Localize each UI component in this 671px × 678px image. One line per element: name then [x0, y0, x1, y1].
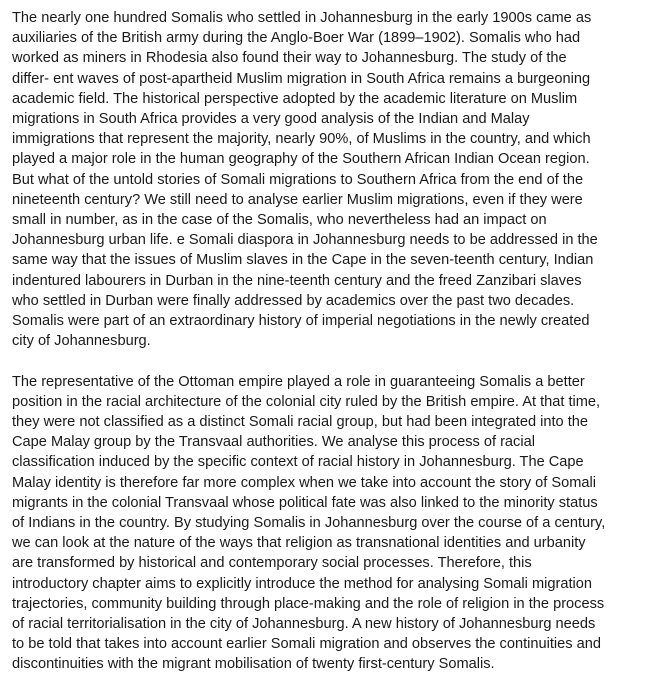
text-line: we can look at the nature of the ways that religion as transnational identities and urbanity [12, 535, 586, 552]
text-line: they were not classified as a distinct Somali racial group, but had been integrated into the [12, 414, 588, 431]
text-line: The representative of the Ottoman empire played a role in guaranteeing Somalis a better [12, 373, 585, 390]
text-line: nineteenth century? We still need to analyse earlier Muslim migrations, even if they were [12, 191, 583, 208]
text-line: who settled in Durban were finally addressed by academics over the past two decades. [12, 292, 575, 309]
text-line: Somalis were part of an extraordinary history of imperial negotiations in the newly created [12, 313, 590, 330]
text-line: The nearly one hundred Somalis who settled in Johannesburg in the early 1900s came as [12, 10, 592, 26]
text-line: introductory chapter aims to explicitly introduce the method for analysing Somali migration [12, 575, 592, 592]
text-line: are transformed by historical and contemporary social processes. Therefore, this [12, 555, 532, 572]
text-line: small in number, as in the case of the Somalis, who nevertheless had an impact on [12, 212, 547, 229]
text-line: Malay identity is therefore far more complex when we take into account the story of Somali [12, 474, 597, 491]
text-line: of Indians in the country. By studying Somalis in Johannesburg over the course of a century, [12, 515, 606, 532]
text-line: immigrations that represent the majority, nearly 90%, of Muslims in the country, and which [12, 131, 591, 148]
text-line: academic field. The historical perspective adopted by the academic literature on Muslim [12, 90, 578, 107]
text-line: position in the racial architecture of the colonial city ruled by the British empire. At that time, [12, 393, 601, 410]
text-line: to be told that takes into account earlier Somali migration and observes the continuities and [12, 636, 601, 653]
text-line: classification induced by the specific context of racial history in Johannesburg. The Cape [12, 454, 584, 471]
text-line: auxiliaries of the British army during the Anglo-Boer War (1899–1902). Somalis who had [12, 30, 581, 47]
text-line: trajectories, community building through place-making and the role of religion in the process [12, 595, 605, 612]
text-line: Cape Malay group by the Transvaal authorities. We analyse this process of racial [12, 434, 535, 451]
text-line: worked as miners in Rhodesia also found their way to Johannesburg. The study of the [12, 50, 567, 67]
text-line: same way that the issues of Muslim slaves in the Cape in the seven-teenth century, Indian [12, 252, 594, 269]
text-line: migrants in the colonial Transvaal whose political fate was also linked to the minority status [12, 494, 598, 511]
text-line: But what of the untold stories of Somali migrations to Southern Africa from the end of the [12, 171, 584, 188]
paragraph-1 [12, 8, 661, 351]
text-line: migrations in South Africa provides a very good analysis of the Indian and Malay [12, 111, 530, 128]
text-line: differ- ent waves of post-apartheid Muslim migration in South Africa remains a burgeoning [12, 70, 591, 87]
text-line: indentured labourers in Durban in the nine-teenth century and the freed Zanzibari slaves [12, 272, 582, 289]
paragraph-2 [12, 372, 661, 675]
text-line: played a major role in the human geography of the Southern African Indian Ocean region. [12, 151, 590, 168]
text-line: discontinuities with the migrant mobilisation of twenty first-century Somalis. [12, 656, 495, 673]
text-line: city of Johannesburg. [12, 333, 151, 350]
text-line: of racial territorialisation in the city of Johannesburg. A new history of Johannesburg needs [12, 616, 596, 633]
text-line: Johannesburg urban life. e Somali diaspora in Johannesburg needs to be addressed in the [12, 232, 598, 249]
